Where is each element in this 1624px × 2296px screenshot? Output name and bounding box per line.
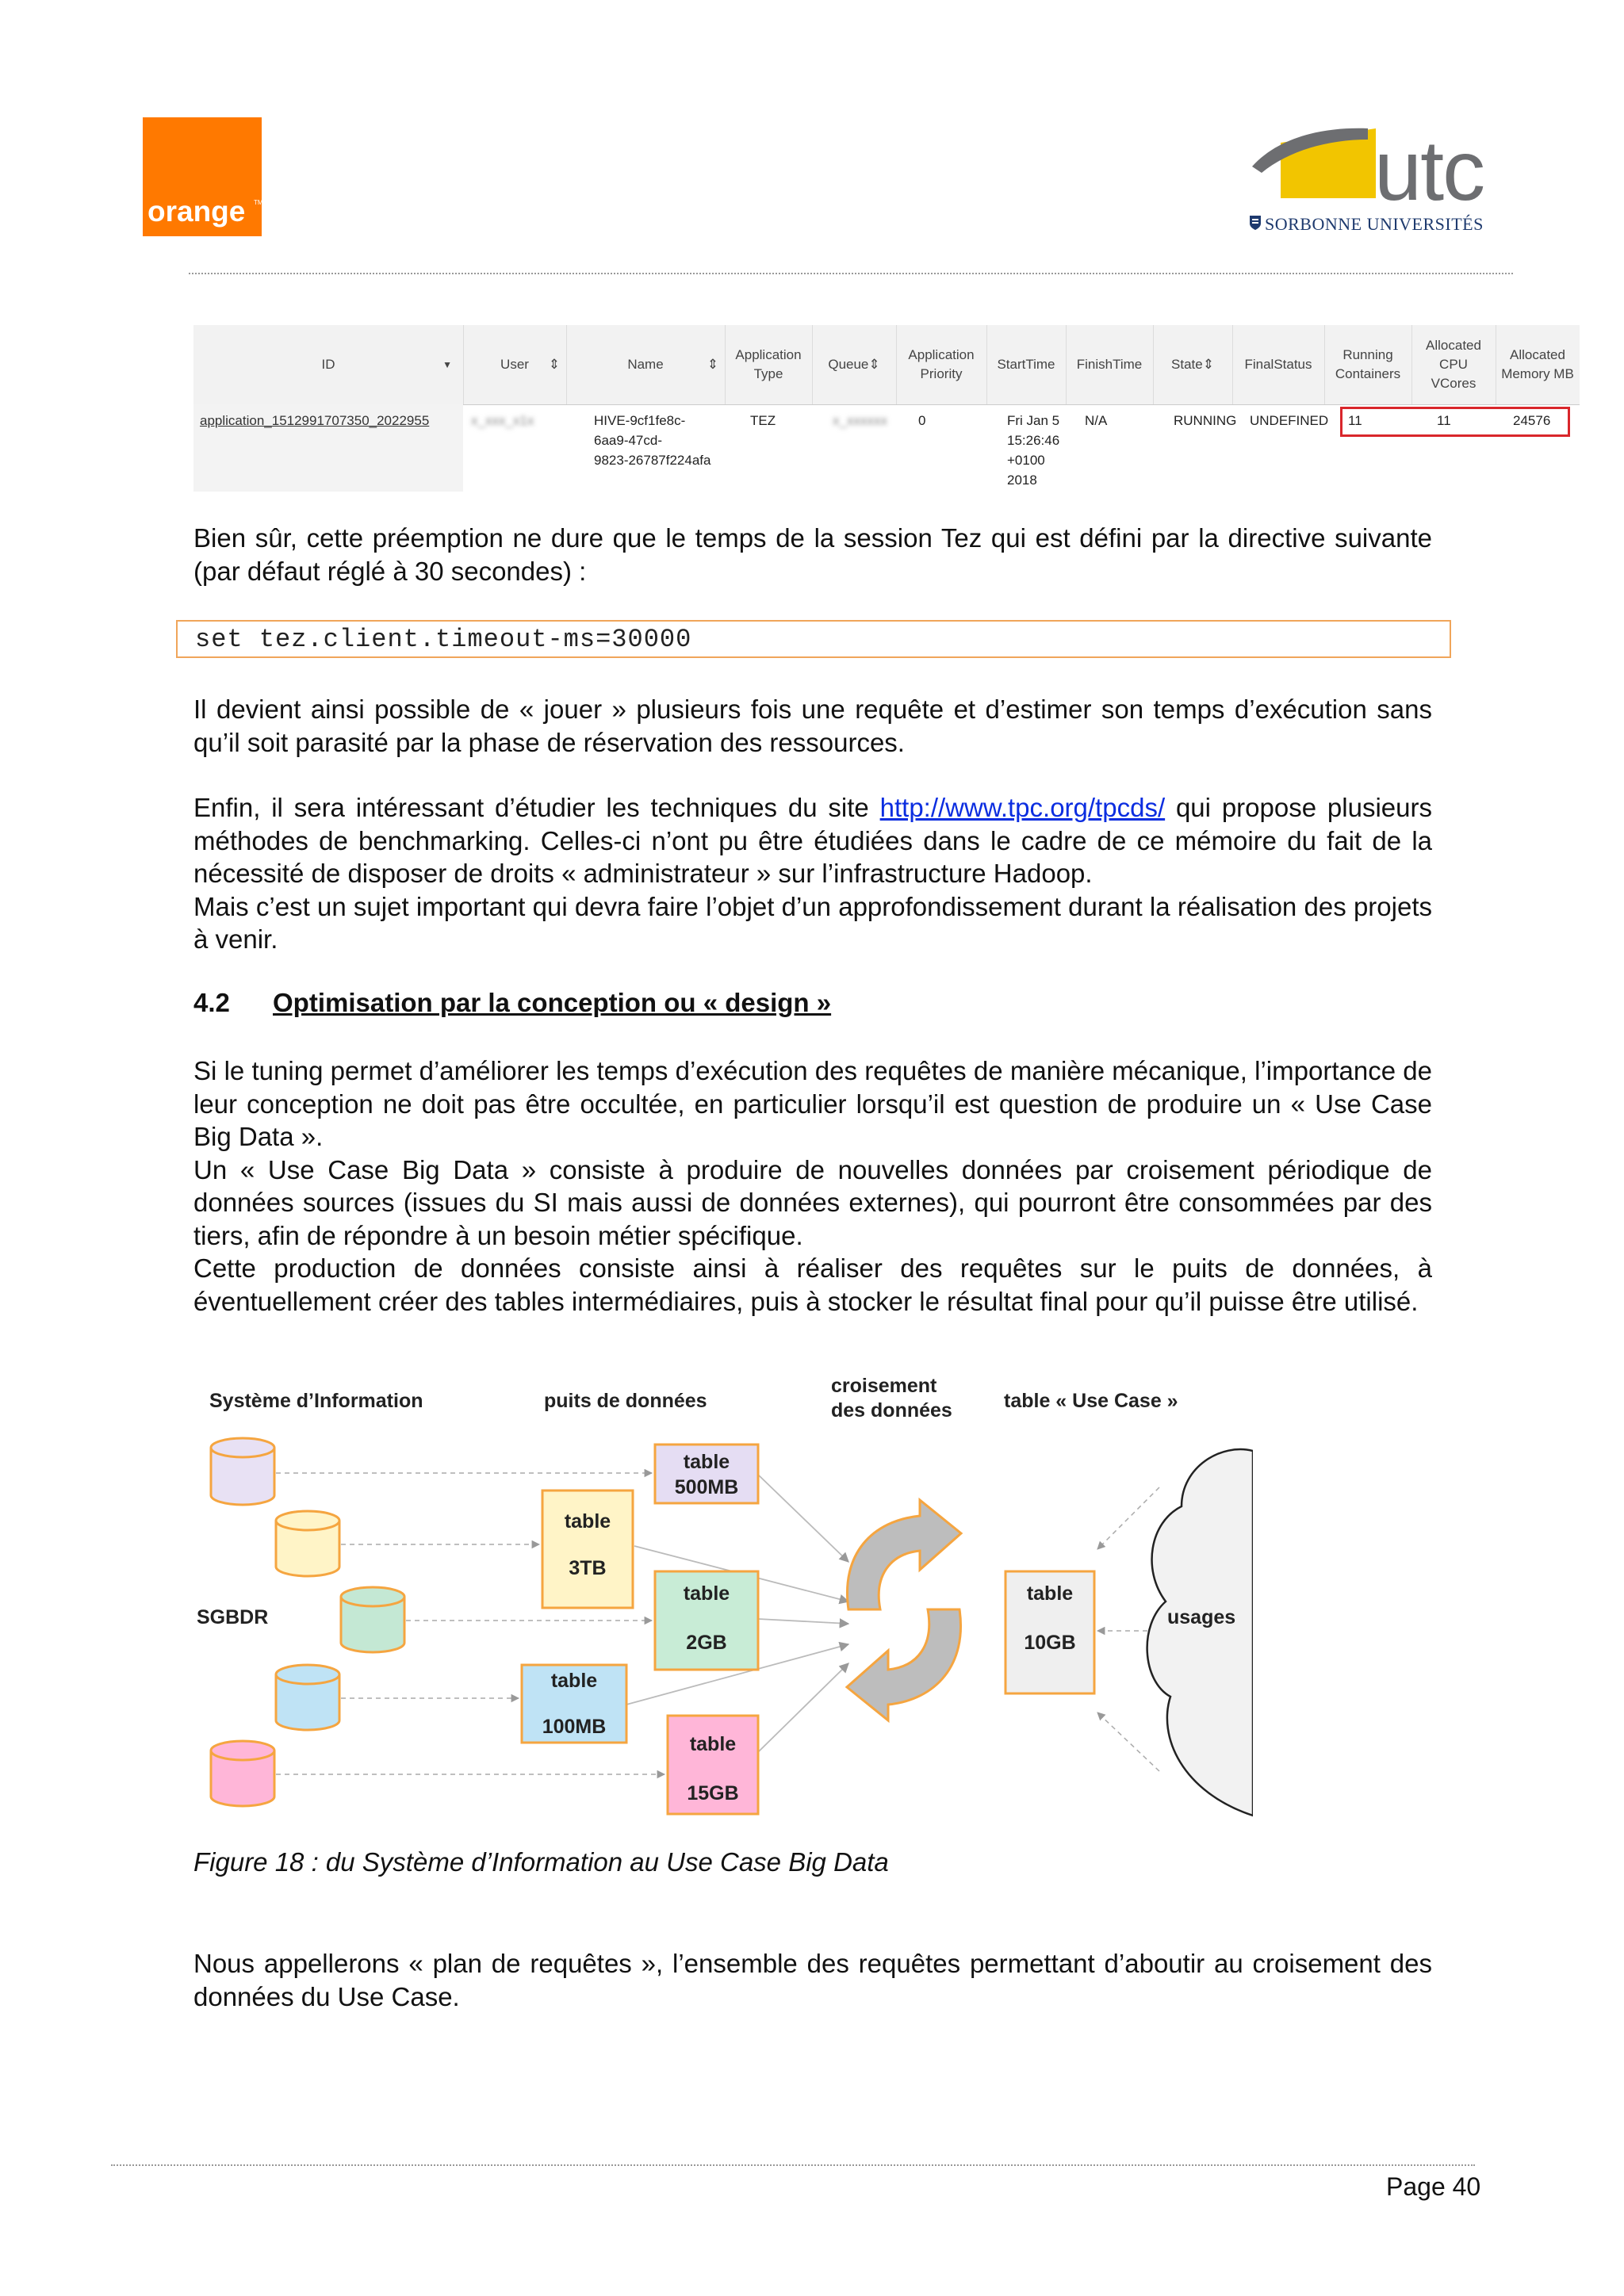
priority-cell: 0 [918, 413, 926, 428]
utc-logo-text: utc [1374, 122, 1484, 218]
sort-desc-icon: ▼ [442, 359, 452, 370]
page-number: Page 40 [1386, 2172, 1481, 2201]
figure-data-flow-diagram [190, 1372, 1253, 1823]
utc-logo [1249, 111, 1511, 238]
svg-text:table: table [564, 1510, 611, 1533]
orange-logo-tm: TM [254, 199, 263, 206]
col-header-allocated-vcores[interactable]: Allocated CPU VCores [1411, 325, 1496, 404]
database-icon [341, 1587, 404, 1652]
svg-text:15GB: 15GB [687, 1782, 739, 1804]
orange-logo [143, 117, 262, 236]
user-cell: x_xxx_x1x [471, 413, 534, 428]
state-cell: RUNNING [1174, 413, 1237, 428]
application-id-link[interactable]: application_1512991707350_2022955 [200, 413, 430, 428]
allocated-memory-cell: 24576 [1513, 413, 1551, 428]
label-croisement-1: croisement [831, 1375, 937, 1397]
header-rule [189, 273, 1513, 274]
svg-text:table: table [550, 1670, 598, 1692]
cloud-icon [1147, 1449, 1253, 1816]
svg-text:10GB: 10GB [1024, 1632, 1076, 1654]
svg-text:2GB: 2GB [686, 1632, 727, 1654]
orange-logo-text: orange [147, 195, 246, 228]
svg-text:table: table [683, 1451, 730, 1473]
finishtime-cell: N/A [1085, 413, 1108, 428]
sort-icon: ⇕ [868, 357, 880, 372]
paragraph-use-case: Si le tuning permet d’améliorer les temps d’exécution des requêtes de manière mécanique, l’importance de leur conception ne doit pas être occultée, en particulier lorsqu’il est question de produire un « Use Case Big Data ». Un « Use Case Big Data » consiste à produire de nouvelles données par croisement périodique de données sources (issues du SI mais aussi de données externes), qui pourront être consommées par des tiers, afin de répondre à un besoin métier spécifique. Cette production de données consiste ainsi à réaliser des requêtes sur le puits de données, à éventuellement créer des tables intermédiaires, puis à stocker le résultat final pour qu’il puisse être utilisé. [193, 1056, 1432, 1316]
col-header-state[interactable]: State ⇕ [1153, 325, 1233, 404]
label-puits-donnees: puits de données [544, 1390, 707, 1412]
label-usages: usages [1167, 1606, 1236, 1628]
svg-text:table: table [689, 1733, 737, 1755]
svg-text:table: table [683, 1582, 730, 1605]
col-header-application-priority[interactable]: Application Priority [896, 325, 987, 404]
col-header-id[interactable]: ID ▼ [193, 325, 464, 404]
utc-logo-subtitle: SORBONNE UNIVERSITÉS [1265, 214, 1484, 234]
col-header-finalstatus[interactable]: FinalStatus [1232, 325, 1325, 404]
section-number: 4.2 [193, 988, 230, 1017]
label-systeme-information: Système d’Information [209, 1390, 423, 1412]
sort-icon: ⇕ [548, 357, 560, 372]
svg-text:100MB: 100MB [542, 1716, 607, 1738]
running-containers-cell: 11 [1348, 413, 1362, 428]
tpc-link[interactable]: http://www.tpc.org/tpcds/ [879, 793, 1166, 822]
cycle-arrows-icon [847, 1500, 961, 1720]
label-sgbdr: SGBDR [197, 1606, 269, 1628]
paragraph-jouer: Il devient ainsi possible de « jouer » plusieurs fois une requête et d’estimer son temps d’exécution sans qu’il soit parasité par la phase de réservation des ressources. [193, 695, 1432, 757]
col-header-finishtime[interactable]: FinishTime [1066, 325, 1154, 404]
col-header-starttime[interactable]: StartTime [986, 325, 1067, 404]
database-icon [211, 1741, 274, 1806]
col-header-queue[interactable]: Queue ⇕ [812, 325, 897, 404]
database-icon [276, 1665, 339, 1730]
col-header-running-containers[interactable]: Running Containers [1324, 325, 1412, 404]
col-header-name[interactable]: Name ⇕ [566, 325, 726, 404]
sort-icon: ⇕ [707, 357, 718, 372]
database-icon [276, 1511, 339, 1576]
svg-text:3TB: 3TB [569, 1557, 607, 1579]
table-header [193, 325, 1580, 405]
code-text: set tez.client.timeout-ms=30000 [195, 625, 692, 654]
allocated-vcores-cell: 11 [1437, 413, 1451, 428]
col-header-application-type[interactable]: Application Type [725, 325, 813, 404]
queue-cell: x_xxxxxx [833, 413, 887, 428]
svg-text:table: table [1026, 1582, 1074, 1605]
utc-wing-icon [1249, 111, 1376, 206]
label-table-use-case: table « Use Case » [1004, 1390, 1178, 1412]
highlight-box [1340, 407, 1570, 437]
figure-caption: Figure 18 : du Système d’Information au Use Case Big Data [193, 1847, 889, 1877]
svg-text:500MB: 500MB [674, 1476, 739, 1498]
application-type-cell: TEZ [750, 413, 776, 428]
sort-icon: ⇕ [1202, 357, 1214, 372]
code-box [176, 620, 1451, 658]
paragraph-preemption: Bien sûr, cette préemption ne dure que le temps de la session Tez qui est défini par la directive suivante (par défaut réglé à 30 secondes) : [193, 523, 1432, 586]
database-icon [211, 1438, 274, 1505]
final-status-cell: UNDEFINED [1250, 413, 1329, 428]
paragraph-plan-requetes: Nous appellerons « plan de requêtes », l’ensemble des requêtes permettant d’aboutir au croisement des données du Use Case. [193, 1949, 1432, 2011]
sorbonne-shield-icon [1249, 215, 1262, 231]
col-header-allocated-memory[interactable]: Allocated Memory MB [1501, 347, 1574, 381]
col-header-user[interactable]: User ⇕ [463, 325, 567, 404]
footer-rule [111, 2164, 1475, 2166]
table-3tb [542, 1490, 633, 1608]
paragraph-tpc: Enfin, il sera intéressant d’étudier les techniques du site http://www.tpc.org/tpcds/ qui propose plusieurs méthodes de benchmarking. Celles-ci n’ont pu être étudiées dans le cadre de ce mémoire du fait de la nécessité de disposer de droits « administrateur » sur l’infrastructure Hadoop. Mais c’est un sujet important qui devra faire l’objet d’un approfondissement durant la réalisation des projets à venir. [193, 793, 1432, 954]
label-croisement-2: des données [831, 1399, 952, 1422]
section-title: Optimisation par la conception ou « design » [273, 988, 832, 1017]
starttime-cell: Fri Jan 5 15:26:46 +0100 2018 [1007, 413, 1060, 488]
name-cell: HIVE-9cf1fe8c- 6aa9-47cd- 9823-26787f224afa [594, 413, 711, 468]
